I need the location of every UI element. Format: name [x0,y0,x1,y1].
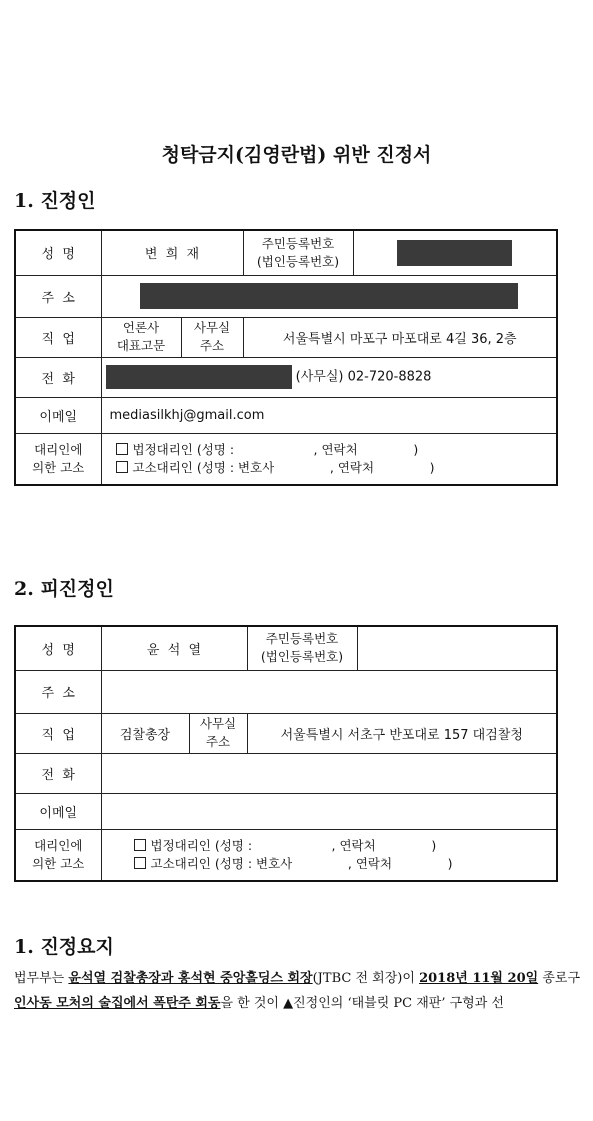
job-value: 언론사 대표고문 [101,317,181,357]
phone-label: 전 화 [15,753,101,793]
id-number-label: 주민등록번호 (법인등록번호) [243,230,353,275]
name-label: 성 명 [15,230,101,275]
complainant-name: 변 희 재 [101,230,243,275]
agent-label: 대리인에 의한 고소 [15,433,101,485]
checkbox-icon [134,839,146,851]
redacted-address [140,283,518,309]
section-heading-complainant: 1. 진정인 [14,190,96,212]
respondent-table [14,625,558,882]
redacted-phone [106,365,292,389]
respondent-name: 윤 석 열 [101,626,247,670]
agent-options [101,829,557,881]
underlined-subjects: 윤석열 검찰총장과 홍석현 중앙홀딩스 회장 [68,971,313,986]
phone-label: 전 화 [15,357,101,397]
job-value: 검찰총장 [101,713,189,753]
legal-representative-option[interactable]: 법정대리인 (성명 : , 연락처 ) [134,837,553,855]
phone-value [101,753,557,793]
office-address-label: 사무실 주소 [181,317,243,357]
redacted-id [397,240,512,266]
complaint-representative-option[interactable]: 고소대리인 (성명 : 변호사 , 연락처 ) [134,855,553,873]
email-label: 이메일 [15,397,101,433]
complainant-table [14,229,558,486]
underlined-date: 2018년 11월 20일 [419,971,539,986]
phone-value [101,357,557,397]
office-phone: (사무실) 02-720-8828 [295,369,432,385]
job-label: 직 업 [15,713,101,753]
email-value: mediasilkhj@gmail.com [101,397,557,433]
checkbox-icon [134,857,146,869]
address-label: 주 소 [15,670,101,713]
complaint-representative-option[interactable]: 고소대리인 (성명 : 변호사 , 연락처 ) [116,459,553,477]
email-label: 이메일 [15,793,101,829]
document-title: 청탁금지(김영란법) 위반 진정서 [161,144,432,166]
checkbox-icon [116,461,128,473]
job-label: 직 업 [15,317,101,357]
address-value [101,275,557,317]
section-heading-respondent: 2. 피진정인 [14,578,114,600]
section-heading-summary: 1. 진정요지 [14,936,114,958]
office-address-value: 서울특별시 서초구 반포대로 157 대검찰청 [247,713,557,753]
summary-paragraph: 법무부는 윤석열 검찰총장과 홍석현 중앙홀딩스 회장(JTBC 전 회장)이 2018년 11월 20일 종로구 인사동 모처의 술집에서 폭탄주 회동을 한 것이 ▲진정인의 ‘태블릿 PC 재판’ 구형과 선 [14,971,581,1011]
agent-options [101,433,557,485]
address-value [101,670,557,713]
legal-representative-option[interactable]: 법정대리인 (성명 : , 연락처 ) [116,441,553,459]
checkbox-icon [116,443,128,455]
id-number-value [357,626,557,670]
underlined-event: 인사동 모처의 술집에서 폭탄주 회동 [14,996,221,1011]
address-label: 주 소 [15,275,101,317]
email-value [101,793,557,829]
id-number-value [353,230,557,275]
office-address-value: 서울특별시 마포구 마포대로 4길 36, 2층 [243,317,557,357]
agent-label: 대리인에 의한 고소 [15,829,101,881]
name-label: 성 명 [15,626,101,670]
office-address-label: 사무실 주소 [189,713,247,753]
id-number-label: 주민등록번호 (법인등록번호) [247,626,357,670]
